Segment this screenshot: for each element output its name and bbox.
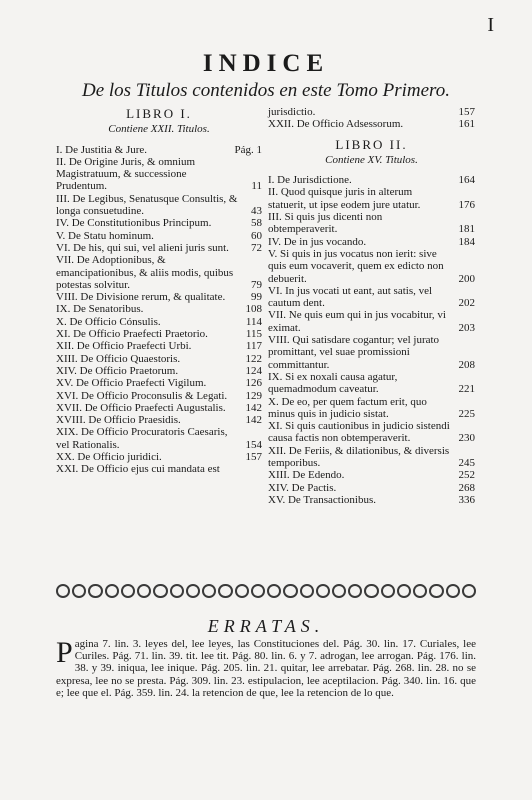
entry-page: 129 xyxy=(245,389,262,402)
book1-entry-list xyxy=(56,144,262,476)
divider-ornament xyxy=(72,584,86,598)
index-entry xyxy=(268,106,475,118)
page-number: I xyxy=(487,14,494,36)
entry-page: 200 xyxy=(458,272,475,285)
ornamental-divider xyxy=(56,584,476,600)
divider-ornament xyxy=(413,584,427,598)
entry-page: 202 xyxy=(458,297,475,310)
entry-page: 72 xyxy=(251,241,262,254)
entry-title: II. De Origine Juris, & omnium Magistratuum, & successione Prudentum. xyxy=(56,155,196,193)
entry-page: 115 xyxy=(245,328,262,341)
entry-page: 221 xyxy=(458,383,475,396)
entry-title: XVIII. De Officio Praesidis. xyxy=(56,414,181,427)
entry-page: 114 xyxy=(245,315,262,328)
index-entry xyxy=(56,230,262,242)
divider-ornament xyxy=(300,584,314,598)
index-entry xyxy=(56,451,262,463)
divider-ornament xyxy=(316,584,330,598)
index-entry xyxy=(56,316,262,328)
divider-ornament xyxy=(137,584,151,598)
entry-page: 164 xyxy=(458,174,475,187)
entry-title: IX. De Senatoribus. xyxy=(56,303,144,316)
entry-page: Pág. 1 xyxy=(234,143,262,156)
index-entry xyxy=(56,340,262,352)
divider-ornament xyxy=(88,584,102,598)
entry-title: VIII. De Divisione rerum, & qualitate. xyxy=(56,291,226,304)
entry-title: VI. De his, qui sui, vel alieni juris sunt. xyxy=(56,241,229,254)
divider-ornament xyxy=(429,584,443,598)
entry-page: 142 xyxy=(245,414,262,427)
index-entry xyxy=(268,309,475,334)
entry-page: 124 xyxy=(245,364,262,377)
entry-title: I. De Jurisdictione. xyxy=(268,174,352,187)
index-entry xyxy=(56,291,262,303)
entry-title: V. De Statu hominum. xyxy=(56,229,154,242)
entry-page: 157 xyxy=(245,451,262,464)
page-title: INDICE xyxy=(202,50,330,77)
divider-ornament xyxy=(364,584,378,598)
index-entry xyxy=(56,353,262,365)
entry-page: 161 xyxy=(458,118,475,131)
entry-page: 225 xyxy=(458,407,475,420)
index-entry xyxy=(56,426,262,451)
entry-page: 108 xyxy=(245,303,262,316)
entry-title: XXI. De Officio ejus cui mandata est xyxy=(56,463,220,476)
entry-page: 203 xyxy=(458,321,475,334)
index-entry xyxy=(268,118,475,130)
divider-ornament xyxy=(202,584,216,598)
index-entry xyxy=(268,334,475,371)
entry-title: VII. De Adoptionibus, & emancipationibus, & aliis modis, quibus potestas solvitur. xyxy=(56,254,234,291)
entry-title: VIII. Qui satisdare cogantur; vel jurato promittant, vel suae promissioni committantur. xyxy=(268,334,440,371)
entry-page: 184 xyxy=(458,235,475,248)
divider-ornament xyxy=(283,584,297,598)
entry-title: X. De Officio Cónsulis. xyxy=(56,315,161,328)
entry-page: 336 xyxy=(458,493,475,506)
index-entry xyxy=(268,445,475,470)
entry-title: IV. De in jus vocando. xyxy=(268,235,367,248)
entry-title: V. Si quis in jus vocatus non ierit: sive quis eum vocaverit, quem ex edicto non debuerit. xyxy=(268,247,444,285)
index-entry xyxy=(268,174,475,186)
right-column xyxy=(268,106,475,506)
index-entry xyxy=(56,463,262,475)
errata-dropcap: P xyxy=(56,636,73,669)
divider-ornament xyxy=(348,584,362,598)
entry-title: IV. De Constitutionibus Principum. xyxy=(56,217,212,230)
index-entry xyxy=(56,414,262,426)
entry-title: IX. Si ex noxali causa agatur, quemadmodum caveatur. xyxy=(268,370,398,396)
index-entry xyxy=(56,402,262,414)
index-entry xyxy=(56,254,262,291)
index-entry xyxy=(268,420,475,445)
entry-page: 60 xyxy=(251,229,262,242)
divider-ornament xyxy=(186,584,200,598)
index-entry xyxy=(56,156,262,193)
entry-title: XV. De Transactionibus. xyxy=(268,493,376,506)
errata-title: ERRATAS. xyxy=(207,616,325,636)
book1-subheading: Contiene XXII. Titulos. xyxy=(108,123,210,136)
left-column xyxy=(56,106,262,476)
entry-title: XV. De Officio Praefecti Vigilum. xyxy=(56,377,207,390)
divider-ornament xyxy=(267,584,281,598)
entry-title: VI. In jus vocati ut eant, aut satis, vel cautum dent. xyxy=(268,284,433,310)
divider-ornament xyxy=(381,584,395,598)
book1-continued-list xyxy=(268,106,475,131)
entry-page: 157 xyxy=(458,106,475,118)
divider-ornament xyxy=(153,584,167,598)
entry-title: XIII. De Edendo. xyxy=(268,469,345,482)
entry-title: XI. Si quis cautionibus in judicio sistendi causa factis non obtemperaverit. xyxy=(268,420,450,445)
divider-ornament xyxy=(56,584,70,598)
index-entry xyxy=(56,390,262,402)
divider-ornament xyxy=(235,584,249,598)
entry-title: VII. Ne quis eum qui in jus vocabitur, vi eximat. xyxy=(268,309,446,334)
index-entry xyxy=(56,303,262,315)
entry-page: 117 xyxy=(245,340,262,353)
entry-title: XIX. De Officio Procuratoris Caesaris, vel Rationalis. xyxy=(56,426,228,451)
divider-ornament xyxy=(121,584,135,598)
entry-page: 126 xyxy=(245,377,262,390)
index-entry xyxy=(56,217,262,229)
index-entry xyxy=(56,144,262,156)
entry-page: 122 xyxy=(245,352,262,365)
index-entry xyxy=(56,377,262,389)
index-entry xyxy=(56,328,262,340)
entry-page: 142 xyxy=(245,401,262,414)
entry-title: III. Si quis jus dicenti non obtemperaverit. xyxy=(268,211,383,236)
book1-heading: LIBRO I. xyxy=(126,106,192,121)
index-entry xyxy=(268,248,475,285)
errata-text-block xyxy=(56,638,476,699)
index-entry xyxy=(268,482,475,494)
entry-title: II. Quod quisque juris in alterum statuerit, ut ipse eodem jure utatur. xyxy=(268,186,421,211)
entry-title: jurisdictio. xyxy=(268,106,316,118)
divider-ornament xyxy=(332,584,346,598)
entry-title: I. De Justitia & Jure. xyxy=(56,143,148,156)
page-subtitle: De los Titulos contenidos en este Tomo Primero. xyxy=(81,80,451,101)
entry-title: XIV. De Officio Praetorum. xyxy=(56,364,179,377)
index-entry xyxy=(268,186,475,211)
entry-page: 58 xyxy=(251,217,262,230)
entry-page: 245 xyxy=(458,457,475,470)
entry-page: 181 xyxy=(458,223,475,236)
entry-title: XVI. De Officio Proconsulis & Legati. xyxy=(56,389,228,402)
book2-heading: LIBRO II. xyxy=(335,136,408,152)
entry-title: XIV. De Pactis. xyxy=(268,481,337,494)
entry-title: XVII. De Officio Praefecti Augustalis. xyxy=(56,401,226,414)
index-entry xyxy=(268,396,475,421)
entry-page: 230 xyxy=(458,432,475,445)
entry-page: 252 xyxy=(458,469,475,482)
divider-ornament xyxy=(170,584,184,598)
index-entry xyxy=(56,193,262,218)
divider-ornament xyxy=(251,584,265,598)
index-entry xyxy=(268,494,475,506)
index-entry xyxy=(268,285,475,310)
divider-ornament xyxy=(462,584,476,598)
errata-body: agina 7. lin. 3. leyes del, lee leyes, las Constituciones del. Pág. 30. lin. 17. Curiales, lee Curiles. Pág. 71. lin. 39. tit. lee tit. Pág. 80. lin. 6. y 7. adrogan, lee arrogan. Pág. 176. lin. 38. y 39. iniqua, lee inique. Pág. 205. lin. 21. quitar, lee arrebatar. Pág. 268. lin. 28. no se expresa, lee no se presta. Pág. 309. lin. 23. estipulacion, lee aceptilacion. Pág. 340. lin. 16. que e; lee que el. Pág. 359. lin. 24. la retencion de que, lee la retencion de lo que. xyxy=(56,638,476,699)
entry-title: XII. De Officio Praefecti Urbi. xyxy=(56,340,192,353)
entry-title: XI. De Officio Praefecti Praetorio. xyxy=(56,328,208,341)
entry-page: 43 xyxy=(251,205,262,218)
index-entry xyxy=(56,242,262,254)
index-entry xyxy=(268,469,475,481)
entry-page: 79 xyxy=(251,278,262,291)
entry-page: 11 xyxy=(251,180,262,193)
entry-title: X. De eo, per quem factum erit, quo minus quis in judicio sistat. xyxy=(268,395,427,420)
divider-ornament xyxy=(218,584,232,598)
book2-entry-list xyxy=(268,174,475,506)
entry-title: III. De Legibus, Senatusque Consultis, & longa consuetudine. xyxy=(56,192,238,218)
entry-page: 154 xyxy=(245,438,262,451)
index-entry xyxy=(268,211,475,236)
entry-page: 208 xyxy=(458,358,475,371)
entry-page: 176 xyxy=(458,198,475,211)
divider-ornament xyxy=(446,584,460,598)
index-entry xyxy=(56,365,262,377)
entry-page: 99 xyxy=(251,291,262,304)
index-entry xyxy=(268,236,475,248)
entry-title: XII. De Feriis, & dilationibus, & diversis temporibus. xyxy=(268,444,450,470)
book2-subheading: Contiene XV. Titulos. xyxy=(325,153,418,166)
divider-ornament xyxy=(397,584,411,598)
entry-page: 268 xyxy=(458,481,475,494)
entry-title: XXII. De Officio Adsessorum. xyxy=(268,118,404,131)
entry-title: XIII. De Officio Quaestoris. xyxy=(56,352,181,365)
divider-ornament xyxy=(105,584,119,598)
index-entry xyxy=(268,371,475,396)
entry-title: XX. De Officio juridici. xyxy=(56,451,162,464)
